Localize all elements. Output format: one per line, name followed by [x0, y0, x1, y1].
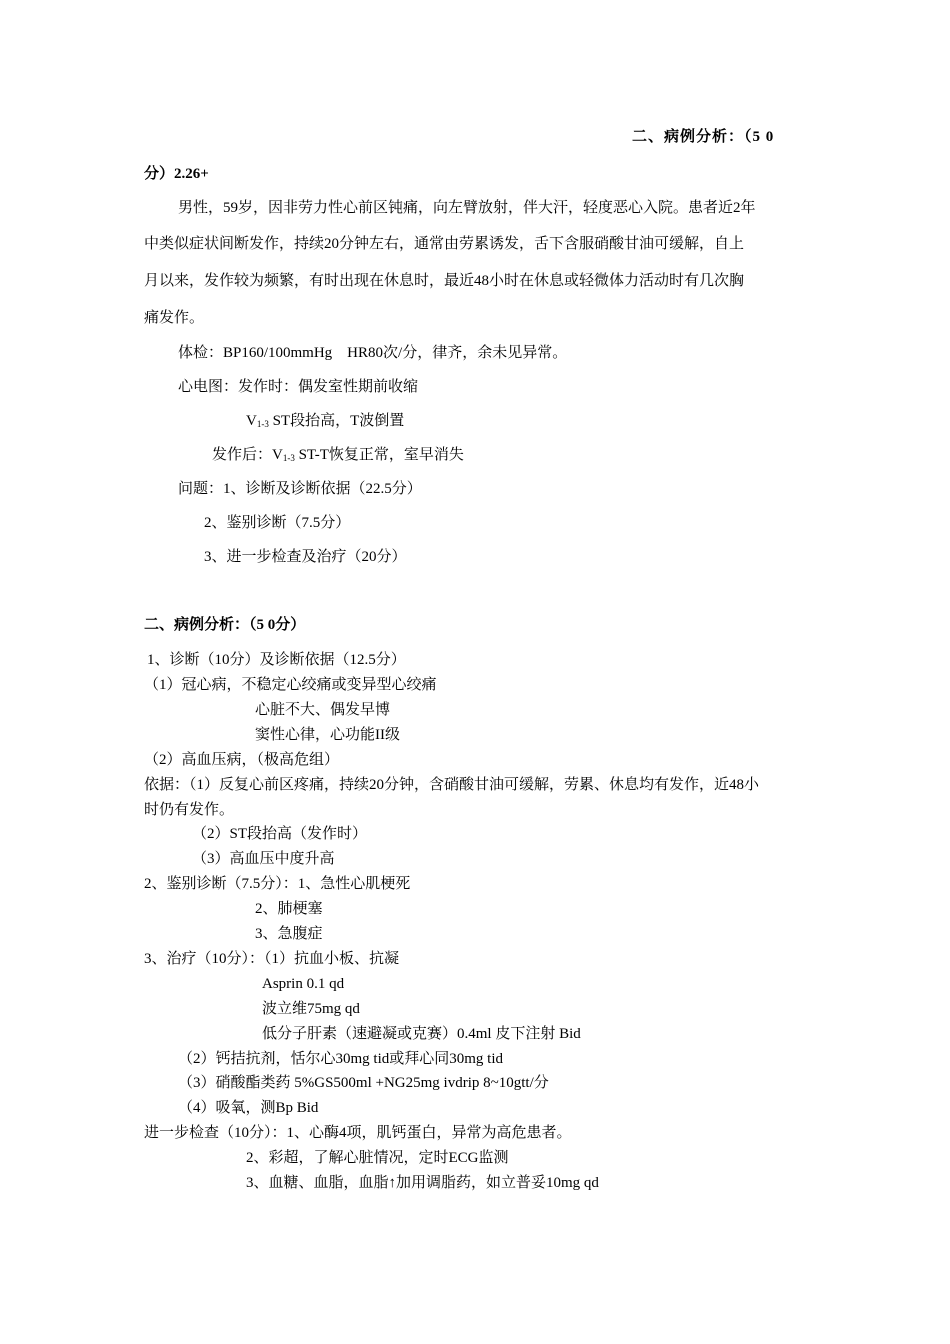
answer-line: 2、肺梗塞 [255, 901, 323, 917]
answer-line: 心脏不大、偶发早博 [255, 702, 391, 718]
ecg-line-1: 心电图：发作时：偶发室性期前收缩 [178, 379, 419, 395]
answer-line: 波立维75mg qd [262, 1001, 360, 1017]
answer-line: （1）冠心病，不稳定心绞痛或变异型心绞痛 [144, 677, 437, 693]
part1-title-line2: 分）2.26+ [144, 166, 209, 182]
answer-line: （3）硝酸酯类药 5%GS500ml +NG25mg ivdrip 8~10gtt/分 [178, 1075, 549, 1091]
answer-line: 进一步检查（10分）：1、心酶4项，肌钙蛋白，异常为高危患者。 [144, 1125, 572, 1141]
answer-line: Asprin 0.1 qd [262, 976, 345, 992]
answer-line: 3、治疗（10分）：（1）抗血小板、抗凝 [144, 951, 400, 967]
question-3: 3、进一步检查及治疗（20分） [204, 549, 407, 565]
ecg-line-2-text: ST段抬高，T波倒置 [268, 413, 405, 429]
case-line-2: 中类似症状间断发作，持续20分钟左右，通常由劳累诱发，舌下含服硝酸甘油可缓解，自上 [144, 236, 745, 252]
question-1: 问题：1、诊断及诊断依据（22.5分） [178, 481, 422, 497]
answer-line: 3、急腹症 [255, 926, 323, 942]
physical-exam: 体检：BP160/100mmHg HR80次/分，律齐，余未见异常。 [178, 345, 568, 361]
answer-line: 窦性心律，心功能II级 [255, 727, 400, 743]
answer-line: （2）钙拮抗剂，恬尔心30mg tid或拜心同30mg tid [178, 1051, 504, 1067]
answer-line: 时仍有发作。 [144, 802, 235, 818]
ecg-line-3 [212, 445, 464, 468]
answer-line: （2）高血压病，（极高危组） [144, 752, 340, 768]
part1-title-line1: 二、病例分析：（5 0 [632, 129, 775, 145]
answer-line: 2、鉴别诊断（7.5分）：1、急性心肌梗死 [144, 876, 411, 892]
ecg-line-2 [246, 411, 404, 434]
answer-line: （2）ST段抬高（发作时） [192, 826, 368, 842]
answer-line: （4）吸氧，测Bp Bid [178, 1100, 319, 1116]
ecg-line-3-text: ST-T恢复正常，室早消失 [294, 447, 464, 463]
case-line-3: 月以来，发作较为频繁，有时出现在休息时，最近48小时在休息或轻微体力活动时有几次胸 [144, 273, 745, 289]
answer-line: 1、诊断（10分）及诊断依据（12.5分） [147, 652, 406, 668]
ecg-line-3-prefix: 发作后：V [212, 447, 283, 463]
answer-line: 低分子肝素（速避凝或克赛）0.4ml 皮下注射 Bid [262, 1026, 581, 1042]
answer-line: 2、彩超，了解心脏情况，定时ECG监测 [246, 1150, 509, 1166]
answer-line: 3、血糖、血脂，血脂↑加用调脂药，如立普妥10mg qd [246, 1175, 599, 1191]
answer-line: 依据：（1）反复心前区疼痛，持续20分钟，含硝酸甘油可缓解，劳累、休息均有发作，近48小 [144, 777, 760, 793]
answer-line: （3）高血压中度升高 [192, 851, 335, 867]
part2-title: 二、病例分析：（5 0分） [144, 617, 306, 633]
question-2: 2、鉴别诊断（7.5分） [204, 515, 351, 531]
ecg-lead-v: V [246, 413, 257, 429]
ecg-lead-sub: 1-3 [256, 419, 269, 429]
ecg-lead-sub: 1-3 [282, 453, 295, 463]
case-line-4: 痛发作。 [144, 310, 205, 326]
case-line-1: 男性，59岁，因非劳力性心前区钝痛，向左臂放射，伴大汗，轻度恶心入院。患者近2年 [178, 200, 756, 216]
